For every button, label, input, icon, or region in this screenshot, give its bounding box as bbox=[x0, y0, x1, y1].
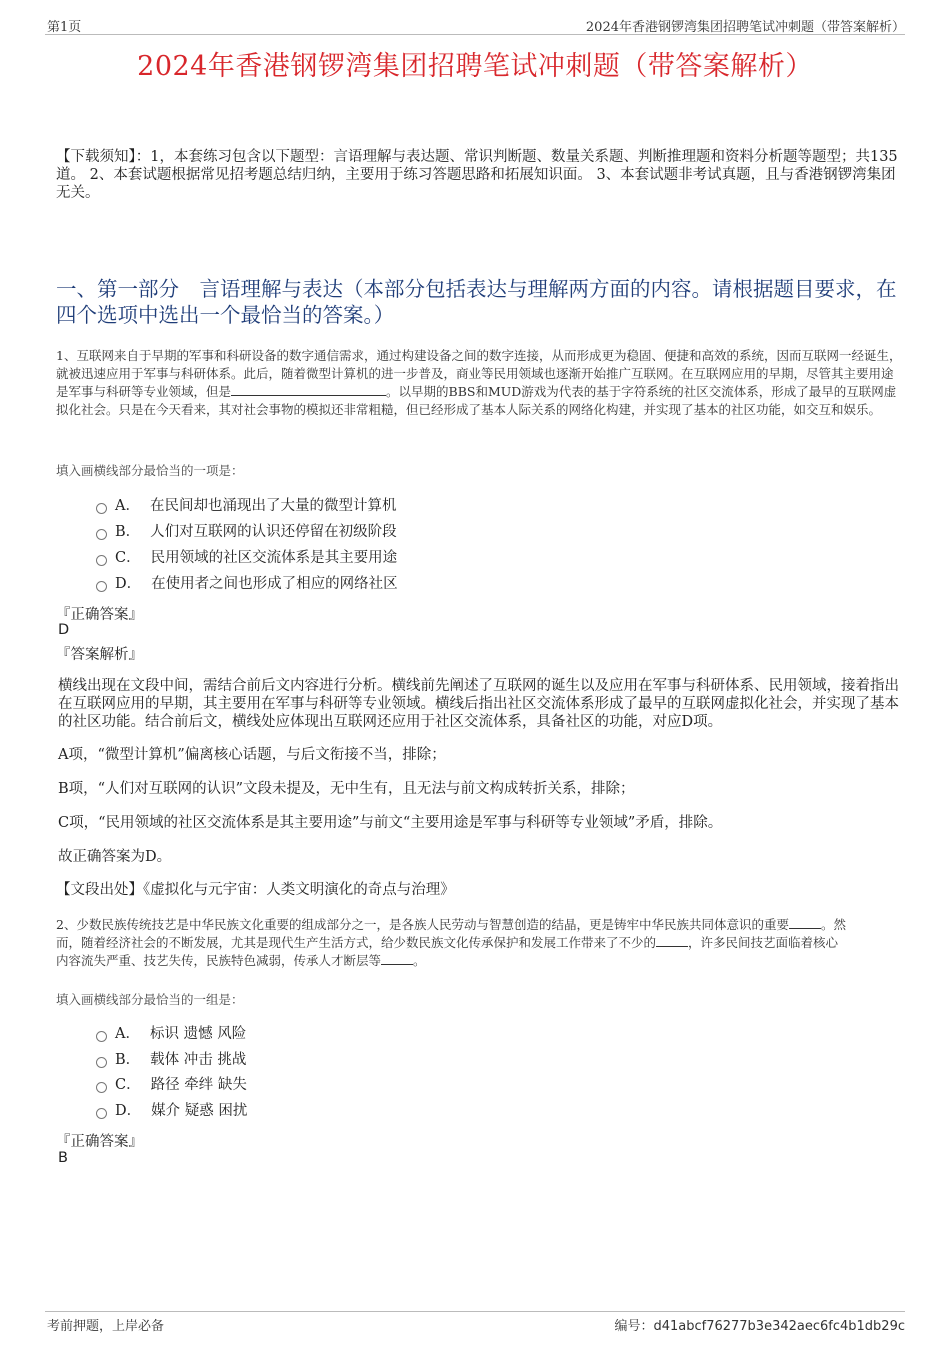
option-text: 人们对互联网的认识还停留在初级阶段 bbox=[150, 524, 397, 540]
option-letter: A． bbox=[115, 1026, 140, 1042]
option-text: 媒介 疑惑 困扰 bbox=[151, 1103, 248, 1119]
question-1-note-a: A项，“微型计算机”偏离核心话题，与后文衔接不当，排除； bbox=[58, 747, 446, 763]
radio-icon[interactable] bbox=[96, 1108, 107, 1119]
option-text: 民用领域的社区交流体系是其主要用途 bbox=[150, 550, 398, 566]
question-1-note-b: B项，“人们对互联网的认识”文段未提及，无中生有，且无法与前文构成转折关系，排除； bbox=[58, 781, 635, 797]
answer-blank bbox=[231, 383, 386, 396]
question-1-conclusion: 故正确答案为D。 bbox=[58, 849, 172, 865]
question-1-source: 【文段出处】《虚拟化与元宇宙：人类文明演化的奇点与治理》 bbox=[56, 882, 455, 898]
question-1-text-part2: 。以早期的BBS和MUD游戏为代表的基于字符系统的社区交流体系，形成了最早的互联网虚拟化社会。只是在今天看来，其对社会事物的模拟还非常粗糙，但已经形成了基本人际关系的网络化构建，并实现了基本的社区功能，如交互和娱乐。 bbox=[56, 384, 897, 417]
radio-icon[interactable] bbox=[96, 503, 107, 514]
footer-slogan: 考前押题，上岸必备 bbox=[47, 1319, 165, 1334]
section-heading: 一、第一部分 言语理解与表达（本部分包括表达与理解两方面的内容。请根据题目要求，在四个选项中选出一个最恰当的答案。） bbox=[56, 277, 897, 327]
text-segment: 内容流失严重、技艺失传，民族特色减弱，传承人才断层等 bbox=[56, 953, 382, 968]
radio-icon[interactable] bbox=[96, 1031, 107, 1042]
question-2-answer: B bbox=[58, 1150, 68, 1166]
footer-code-value: d41abcf76277b3e342aec6fc4b1db29c bbox=[653, 1319, 905, 1334]
question-2-option-b[interactable] bbox=[96, 1050, 246, 1070]
question-1-analysis-label: 『答案解析』 bbox=[56, 647, 143, 663]
question-2-line-3 bbox=[56, 952, 902, 970]
page-title: 2024年香港钢锣湾集团招聘笔试冲刺题（带答案解析） bbox=[137, 51, 813, 82]
question-2-prompt: 填入画横线部分最恰当的一组是： bbox=[56, 992, 244, 1007]
option-letter: D． bbox=[115, 1103, 142, 1119]
option-letter: B． bbox=[115, 1052, 141, 1068]
answer-blank bbox=[789, 916, 821, 929]
footer-code bbox=[614, 1315, 905, 1334]
question-2-line-2 bbox=[56, 934, 902, 952]
download-notice: 【下载须知】：1，本套练习包含以下题型：言语理解与表达题、常识判断题、数量关系题、判断推理题和资料分析题等题型；共135道。 2、本套试题根据常见招考题总结归纳，主要用于练习答题思路和拓展知识面。 3、本套试题非考试真题，且与香港钢锣湾集团无关。 bbox=[56, 149, 898, 201]
option-letter: B． bbox=[115, 524, 141, 540]
question-1-text bbox=[56, 347, 902, 419]
option-text: 路径 牵绊 缺失 bbox=[150, 1077, 247, 1093]
question-1-text-part1: 1、互联网来自于早期的军事和科研设备的数字通信需求，通过构建设备之间的数字连接，从而形成更为稳固、便捷和高效的系统，因而互联网一经诞生，就被迅速应用于军事与科研体系。此后，随着微型计算机的进一步普及，商业等民用领域也逐渐开始推广互联网。在互联网应用的早期，尽管其主要用途是军事与科研等专业领域，但是 bbox=[56, 348, 902, 399]
radio-icon[interactable] bbox=[96, 581, 107, 592]
radio-icon[interactable] bbox=[96, 555, 107, 566]
question-2-text bbox=[56, 916, 902, 970]
question-1-option-c[interactable] bbox=[96, 548, 397, 568]
question-1-prompt: 填入画横线部分最恰当的一项是： bbox=[56, 463, 244, 478]
option-text: 在使用者之间也形成了相应的网络社区 bbox=[151, 576, 398, 592]
page-header bbox=[45, 14, 905, 35]
option-text: 标识 遗憾 风险 bbox=[149, 1026, 247, 1042]
radio-icon[interactable] bbox=[96, 1082, 107, 1093]
question-2-option-d[interactable] bbox=[96, 1101, 247, 1121]
option-letter: C． bbox=[115, 1077, 141, 1093]
radio-icon[interactable] bbox=[96, 529, 107, 540]
text-segment: 而，随着经济社会的不断发展，尤其是现代生产生活方式，给少数民族文化传承保护和发展工作带来了不少的 bbox=[56, 935, 657, 950]
question-1-option-a[interactable] bbox=[96, 496, 396, 516]
question-2-answer-label: 『正确答案』 bbox=[56, 1134, 143, 1150]
question-1-analysis: 横线出现在文段中间，需结合前后文内容进行分析。横线前先阐述了互联网的诞生以及应用在军事与科研体系、民用领域，接着指出在互联网应用的早期，其主要用在军事与科研等专业领域。横线后指出社区交流体系形成了最早的互联网虚拟化社会，并实现了基本的社区功能。结合前后文，横线处应体现出互联网还应用于社区交流体系，具备社区的功能，对应D项。 bbox=[58, 678, 899, 730]
answer-blank bbox=[656, 934, 688, 947]
text-segment: ，许多民间技艺面临着核心 bbox=[688, 935, 839, 950]
question-1-option-b[interactable] bbox=[96, 522, 397, 542]
text-segment: 。 bbox=[413, 953, 426, 968]
option-letter: A． bbox=[115, 498, 140, 514]
question-1-answer: D bbox=[58, 622, 70, 638]
text-segment: 。然 bbox=[820, 917, 846, 932]
question-2-option-a[interactable] bbox=[96, 1024, 246, 1044]
footer-code-label: 编号： bbox=[614, 1319, 654, 1334]
option-text: 在民间却也涌现出了大量的微型计算机 bbox=[149, 498, 397, 514]
question-1-note-c: C项，“民用领域的社区交流体系是其主要用途”与前文“主要用途是军事与科研等专业领域”矛盾，排除。 bbox=[58, 815, 723, 831]
radio-icon[interactable] bbox=[96, 1057, 107, 1068]
header-doc-title: 2024年香港钢锣湾集团招聘笔试冲刺题（带答案解析） bbox=[585, 20, 905, 35]
option-letter: C． bbox=[115, 550, 141, 566]
option-text: 载体 冲击 挑战 bbox=[150, 1052, 247, 1068]
text-segment: 2、少数民族传统技艺是中华民族文化重要的组成部分之一，是各族人民劳动与智慧创造的结晶，更是铸牢中华民族共同体意识的重要 bbox=[56, 917, 789, 932]
question-2-option-c[interactable] bbox=[96, 1075, 247, 1095]
question-1-answer-label: 『正确答案』 bbox=[56, 607, 143, 623]
option-letter: D． bbox=[115, 576, 142, 592]
answer-blank bbox=[381, 952, 413, 965]
question-1-option-d[interactable] bbox=[96, 574, 398, 594]
question-2-line-1 bbox=[56, 916, 902, 934]
page-footer bbox=[45, 1311, 905, 1334]
page-number: 第1页 bbox=[47, 20, 82, 35]
